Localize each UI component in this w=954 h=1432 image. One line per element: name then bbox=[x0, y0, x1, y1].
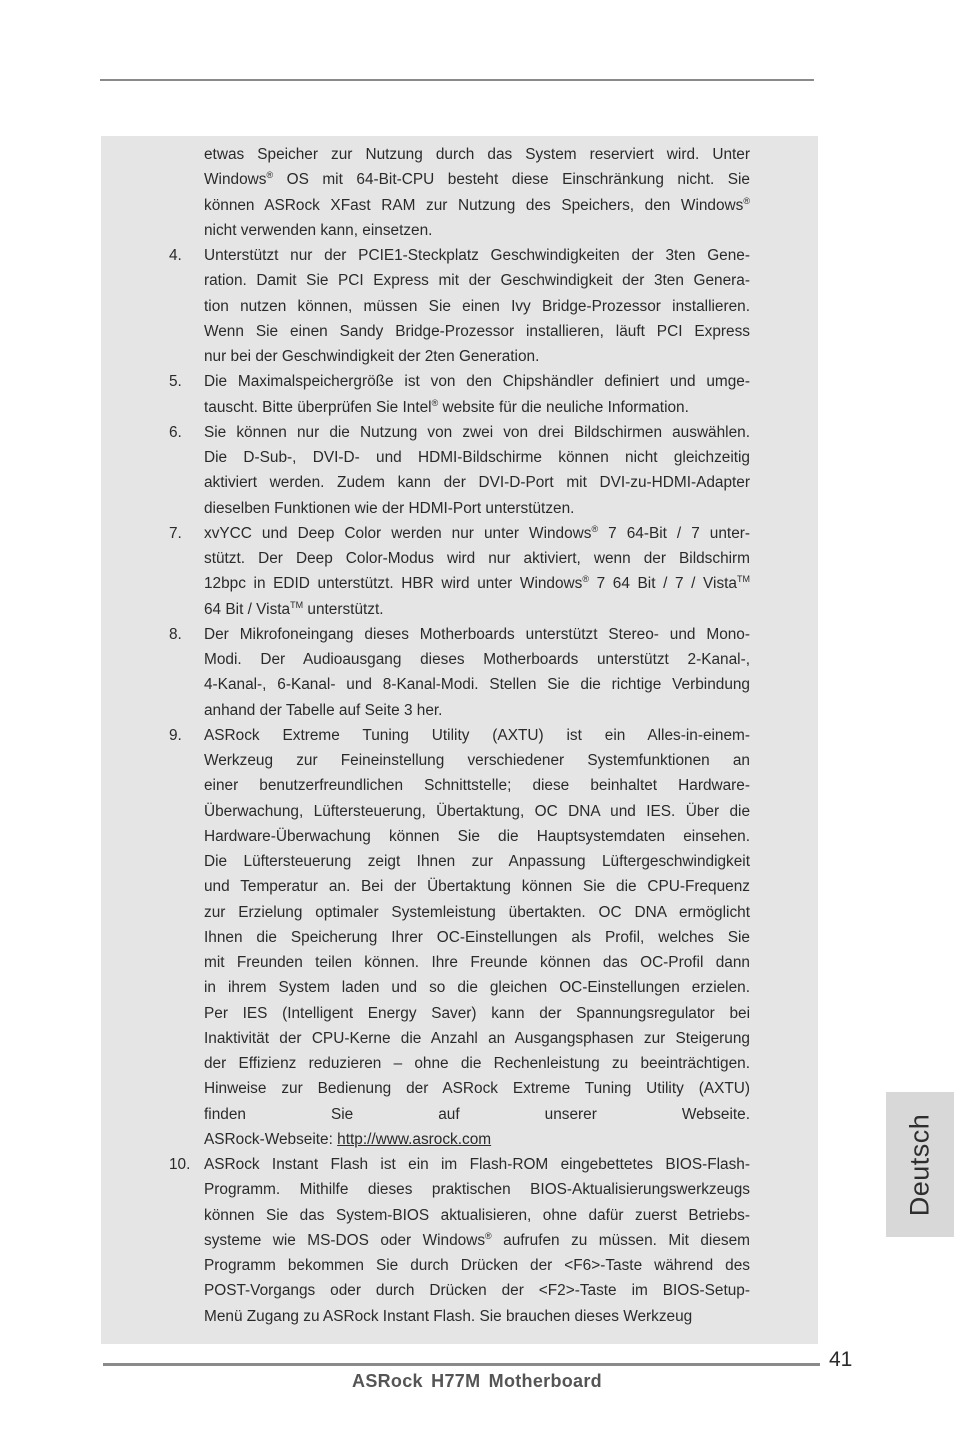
note-line bbox=[204, 1127, 750, 1152]
line-text: unterstützt. bbox=[303, 600, 384, 618]
note-line bbox=[204, 748, 750, 773]
line-text: ASRock Extreme Tuning Utility (AXTU) ist ein Alles-in-einem- bbox=[204, 726, 750, 744]
note-line bbox=[204, 1278, 750, 1303]
line-text: aktiviert werden. Zudem kann der DVI-D-Port mit DVI-zu-HDMI-Adapter bbox=[204, 474, 750, 492]
note-line bbox=[204, 1203, 750, 1228]
line-text: Ihnen die Speicherung Ihrer OC-Einstellungen als Profil, welches Sie bbox=[204, 928, 750, 946]
line-text: Windows bbox=[204, 171, 267, 189]
line-text: Die Maximalspeichergröße ist von den Chipshändler definiert und umge- bbox=[204, 373, 750, 391]
line-text: finden Sie auf unserer Webseite. bbox=[204, 1105, 750, 1123]
note-line bbox=[204, 925, 750, 950]
note-line bbox=[204, 975, 750, 1000]
note-line bbox=[204, 294, 750, 319]
line-text: dieselben Funktionen wie der HDMI-Port unterstützen. bbox=[204, 499, 575, 517]
note-line bbox=[204, 1253, 750, 1278]
superscript-mark: ® bbox=[266, 170, 274, 181]
note-line bbox=[204, 874, 750, 899]
bottom-rule bbox=[103, 1363, 820, 1366]
note-line bbox=[204, 319, 750, 344]
note-line bbox=[204, 672, 750, 697]
line-text: der Effizienz reduzieren – ohne die Rechenleistung zu beeinträchtigen. bbox=[204, 1055, 750, 1072]
note-line bbox=[204, 218, 750, 243]
note-line bbox=[204, 597, 750, 622]
line-text: ration. Damit Sie PCI Express mit der Geschwindigkeit der 3ten Genera- bbox=[204, 272, 750, 290]
note-line bbox=[204, 1051, 750, 1076]
line-text: mit Freunden teilen können. Ihre Freunde können das OC-Profil dann bbox=[204, 954, 750, 971]
line-text: Wenn Sie einen Sandy Bridge-Prozessor installieren, läuft PCI Express bbox=[204, 322, 750, 340]
line-text: Unterstützt nur der PCIE1-Steckplatz Geschwindigkeiten der 3ten Gene- bbox=[204, 247, 750, 264]
note-line bbox=[204, 420, 750, 445]
language-tab bbox=[886, 1092, 954, 1237]
line-text: Hinweise zur Bedienung der ASRock Extreme Tuning Utility (AXTU) bbox=[204, 1080, 750, 1098]
asrock-website-link[interactable]: http://www.asrock.com bbox=[337, 1130, 492, 1148]
line-text: 7 64 Bit / 7 / Vista bbox=[589, 575, 737, 593]
note-number: 6. bbox=[169, 423, 182, 441]
line-text: tauscht. Bitte überprüfen Sie Intel bbox=[204, 398, 432, 416]
note-line bbox=[204, 571, 750, 596]
superscript-mark: TM bbox=[737, 574, 750, 585]
note-line bbox=[204, 1152, 750, 1177]
line-text: anhand der Tabelle auf Seite 3 her. bbox=[204, 701, 443, 719]
top-rule bbox=[100, 79, 814, 81]
line-text: website für die neuliche Information. bbox=[438, 398, 689, 416]
note-line bbox=[204, 773, 750, 798]
note-line bbox=[204, 445, 750, 470]
content-box bbox=[101, 136, 818, 1344]
note-line bbox=[204, 546, 750, 571]
line-text: einer benutzerfreundlichen Schnittstelle; diese beinhaltet Hardware- bbox=[204, 777, 750, 795]
note-line bbox=[204, 849, 750, 874]
line-text: 7 64-Bit / 7 unter- bbox=[598, 524, 751, 542]
line-text: Menü Zugang zu ASRock Instant Flash. Sie brauchen dieses Werkzeug bbox=[204, 1307, 693, 1325]
line-text: zur Erzielung optimaler Systemleistung übertakten. OC DNA ermöglicht bbox=[204, 903, 750, 921]
note-line bbox=[204, 470, 750, 495]
note-line bbox=[204, 723, 750, 748]
note-line bbox=[204, 1177, 750, 1202]
superscript-mark: ® bbox=[743, 195, 750, 206]
line-text: Modi. Der Audioausgang dieses Motherboards unterstützt 2-Kanal-, bbox=[204, 651, 750, 668]
note-line bbox=[204, 824, 750, 849]
line-text: nur bei der Geschwindigkeit der 2ten Generation. bbox=[204, 348, 540, 365]
line-text: tion nutzen können, müssen Sie einen Ivy Bridge-Prozessor installieren. bbox=[204, 297, 750, 315]
line-text: Programm. Mithilfe dieses praktischen BIOS-Aktualisierungswerkzeugs bbox=[204, 1181, 750, 1199]
note-line bbox=[204, 344, 750, 369]
line-text: Sie können nur die Nutzung von zwei von drei Bildschirmen auswählen. bbox=[204, 423, 750, 441]
note-number: 10. bbox=[169, 1156, 191, 1173]
line-text: Werkzeug zur Feineinstellung verschiedener Systemfunktionen an bbox=[204, 752, 750, 769]
line-text: nicht verwenden kann, einsetzen. bbox=[204, 221, 433, 239]
line-text: Per IES (Intelligent Energy Saver) kann der Spannungsregulator bei bbox=[204, 1004, 750, 1022]
note-line bbox=[204, 193, 750, 218]
language-tab-label: Deutsch bbox=[904, 1113, 935, 1216]
note-line bbox=[204, 1026, 750, 1051]
note-number: 9. bbox=[169, 726, 182, 744]
line-text: 64 Bit / Vista bbox=[204, 600, 291, 618]
note-line bbox=[204, 395, 750, 420]
line-text: können Sie das System-BIOS aktualisieren, ohne dafür zuerst Betriebs- bbox=[204, 1206, 750, 1224]
note-line bbox=[204, 622, 750, 647]
line-text: in ihrem System laden und so die gleichen OC-Einstellungen erzielen. bbox=[204, 979, 750, 997]
line-text: xvYCC und Deep Color werden nur unter Windows bbox=[204, 524, 592, 542]
line-text: Der Mikrofoneingang dieses Motherboards unterstützt Stereo- und Mono- bbox=[204, 625, 750, 643]
superscript-mark: ® bbox=[485, 1230, 492, 1241]
line-text: Die D-Sub-, DVI-D- und HDMI-Bildschirme können nicht gleichzeitig bbox=[204, 449, 750, 466]
note-line bbox=[204, 243, 750, 268]
note-line bbox=[204, 1304, 750, 1329]
superscript-mark: TM bbox=[290, 599, 304, 610]
note-line bbox=[204, 950, 750, 975]
line-text: stützt. Der Deep Color-Modus wird nur aktiviert, wenn der Bildschirm bbox=[204, 550, 750, 567]
line-text: können ASRock XFast RAM zur Nutzung des Speichers, den Windows bbox=[204, 196, 744, 214]
note-line bbox=[204, 521, 750, 546]
note-line bbox=[204, 1076, 750, 1101]
line-text: aufrufen zu müssen. Mit diesem bbox=[491, 1231, 750, 1249]
note-line bbox=[204, 369, 750, 394]
note-line bbox=[204, 799, 750, 824]
note-line bbox=[204, 268, 750, 293]
superscript-mark: ® bbox=[582, 574, 589, 585]
note-number: 4. bbox=[169, 247, 182, 264]
footer-title: ASRock H77M Motherboard bbox=[352, 1371, 602, 1391]
note-line bbox=[204, 167, 750, 192]
line-text: Hardware-Überwachung können Sie die Hauptsystemdaten einsehen. bbox=[204, 827, 750, 845]
note-line bbox=[204, 900, 750, 925]
line-text: und Temperatur an. Bei der Übertaktung können Sie die CPU-Frequenz bbox=[204, 878, 750, 896]
line-text: etwas Speicher zur Nutzung durch das System reserviert wird. Unter bbox=[204, 146, 750, 163]
line-text: Überwachung, Lüftersteuerung, Übertaktung, OC DNA und IES. Über die bbox=[204, 802, 750, 820]
note-line bbox=[204, 698, 750, 723]
line-text: Die Lüftersteuerung zeigt Ihnen zur Anpassung Lüftergeschwindigkeit bbox=[204, 853, 750, 870]
line-text: 4-Kanal-, 6-Kanal- und 8-Kanal-Modi. Stellen Sie die richtige Verbindung bbox=[204, 676, 750, 694]
page-number: 41 bbox=[829, 1348, 853, 1371]
note-number: 7. bbox=[169, 524, 182, 542]
line-text: Programm bekommen Sie durch Drücken der <F6>-Taste während des bbox=[204, 1257, 750, 1274]
note-line bbox=[204, 1228, 750, 1253]
superscript-mark: ® bbox=[431, 397, 439, 408]
note-line bbox=[204, 1001, 750, 1026]
line-text: OS mit 64-Bit-CPU besteht diese Einschränkung nicht. Sie bbox=[273, 171, 750, 189]
line-text: Inaktivität der CPU-Kerne die Anzahl an Ausgangsphasen zur Steigerung bbox=[204, 1029, 750, 1047]
note-line bbox=[204, 142, 750, 167]
line-text: systeme wie MS-DOS oder Windows bbox=[204, 1231, 486, 1249]
superscript-mark: ® bbox=[591, 523, 599, 534]
note-line bbox=[204, 1102, 750, 1127]
line-text: ASRock-Webseite: bbox=[204, 1130, 338, 1148]
note-line bbox=[204, 647, 750, 672]
note-line bbox=[204, 496, 750, 521]
line-text: 12bpc in EDID unterstützt. HBR wird unter Windows bbox=[204, 575, 583, 593]
note-number: 8. bbox=[169, 625, 182, 643]
note-number: 5. bbox=[169, 373, 182, 391]
line-text: ASRock Instant Flash ist ein im Flash-ROM eingebettetes BIOS-Flash- bbox=[204, 1156, 750, 1173]
line-text: POST-Vorgangs oder durch Drücken der <F2>-Taste im BIOS-Setup- bbox=[204, 1282, 750, 1300]
